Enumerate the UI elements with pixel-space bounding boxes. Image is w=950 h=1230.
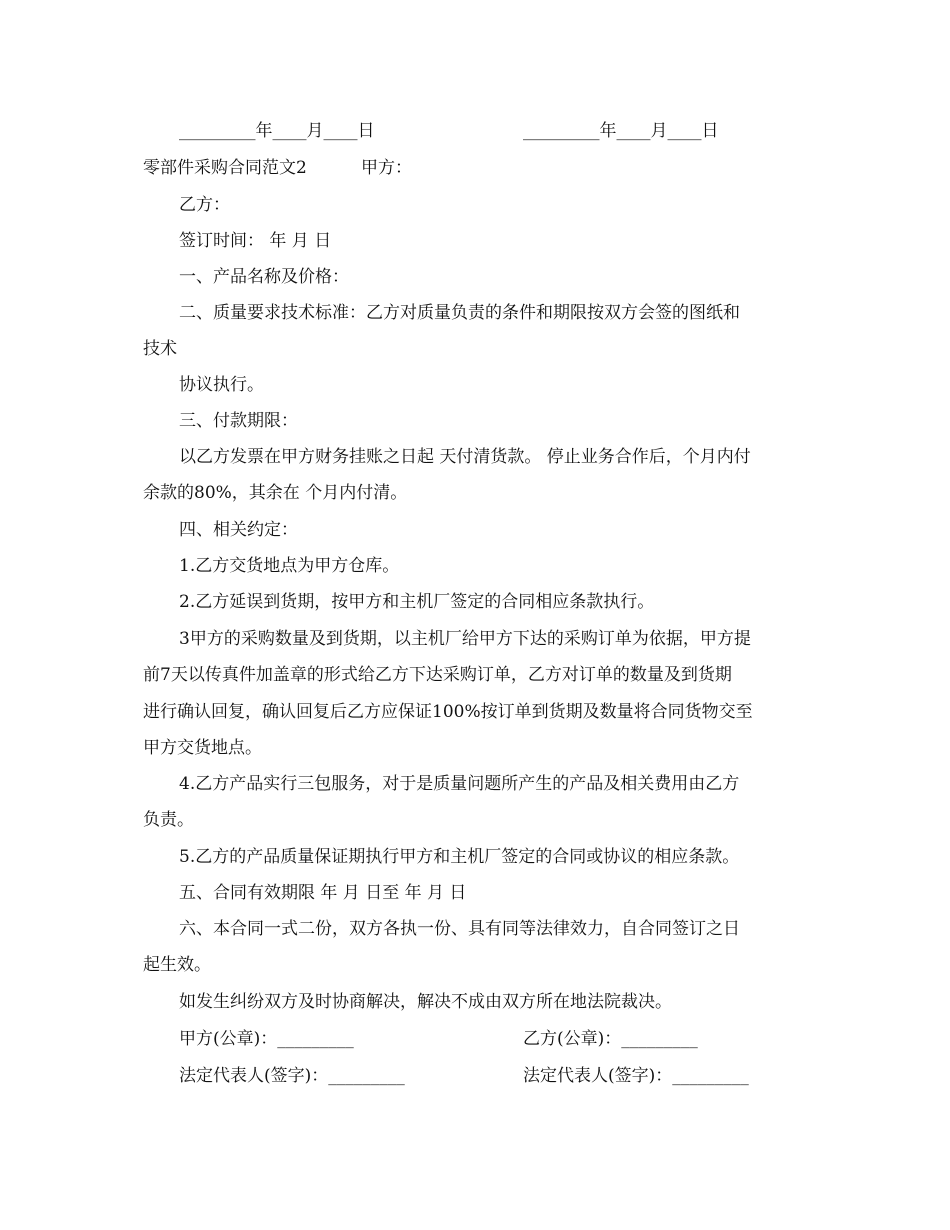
party-b-seal: 乙方(公章)：_________ — [523, 1029, 698, 1049]
section-6-line-2: 起生效。 — [143, 955, 211, 975]
top-date-left: _________年____月____日 — [179, 121, 375, 141]
dispute-clause: 如发生纠纷双方及时协商解决，解决不成由双方所在地法院裁决。 — [179, 992, 672, 1012]
clause-3-line-1: 3甲方的采购数量及到货期，以主机厂给甲方下达的采购订单为依据，甲方提 — [179, 629, 751, 649]
document-title: 零部件采购合同范文2 — [143, 158, 307, 178]
top-date-right: _________年____月____日 — [523, 121, 719, 141]
party-a-seal: 甲方(公章)：_________ — [179, 1029, 354, 1049]
section-5-validity: 五、合同有效期限 年 月 日至 年 月 日 — [179, 883, 467, 903]
section-2-line-1: 二、质量要求技术标准：乙方对质量负责的条件和期限按双方会签的图纸和 — [179, 303, 740, 323]
party-b-representative: 法定代表人(签字)：_________ — [523, 1066, 749, 1086]
party-b-label: 乙方： — [179, 195, 230, 215]
section-2-line-2: 技术 — [143, 339, 177, 359]
clause-3-line-3: 进行确认回复，确认回复后乙方应保证100%按订单到货期及数量将合同货物交至 — [143, 702, 753, 722]
clause-2: 2.乙方延误到货期，按甲方和主机厂签定的合同相应条款执行。 — [179, 592, 655, 612]
sign-date: 签订时间： 年 月 日 — [179, 231, 332, 251]
section-1-heading: 一、产品名称及价格： — [179, 267, 349, 287]
party-a-representative: 法定代表人(签字)：_________ — [179, 1066, 405, 1086]
clause-3-line-2: 前7天以传真件加盖章的形式给乙方下达采购订单，乙方对订单的数量及到货期 — [143, 665, 732, 685]
section-6-line-1: 六、本合同一式二份，双方各执一份、具有同等法律效力，自合同签订之日 — [179, 919, 740, 939]
clause-4-line-1: 4.乙方产品实行三包服务，对于是质量问题所产生的产品及相关费用由乙方 — [179, 774, 740, 794]
section-4-heading: 四、相关约定： — [179, 520, 298, 540]
party-a-label: 甲方： — [361, 158, 412, 178]
clause-5: 5.乙方的产品质量保证期执行甲方和主机厂签定的合同或协议的相应条款。 — [179, 847, 740, 867]
clause-1: 1.乙方交货地点为甲方仓库。 — [179, 556, 400, 576]
section-2-line-3: 协议执行。 — [179, 375, 264, 395]
clause-4-line-2: 负责。 — [143, 810, 194, 830]
section-3-heading: 三、付款期限： — [179, 411, 298, 431]
section-3-line-2: 余款的80%，其余在 个月内付清。 — [143, 483, 408, 503]
clause-3-line-4: 甲方交货地点。 — [143, 738, 262, 758]
section-3-line-1: 以乙方发票在甲方财务挂账之日起 天付清货款。 停止业务合作后，个月内付 — [179, 447, 751, 467]
